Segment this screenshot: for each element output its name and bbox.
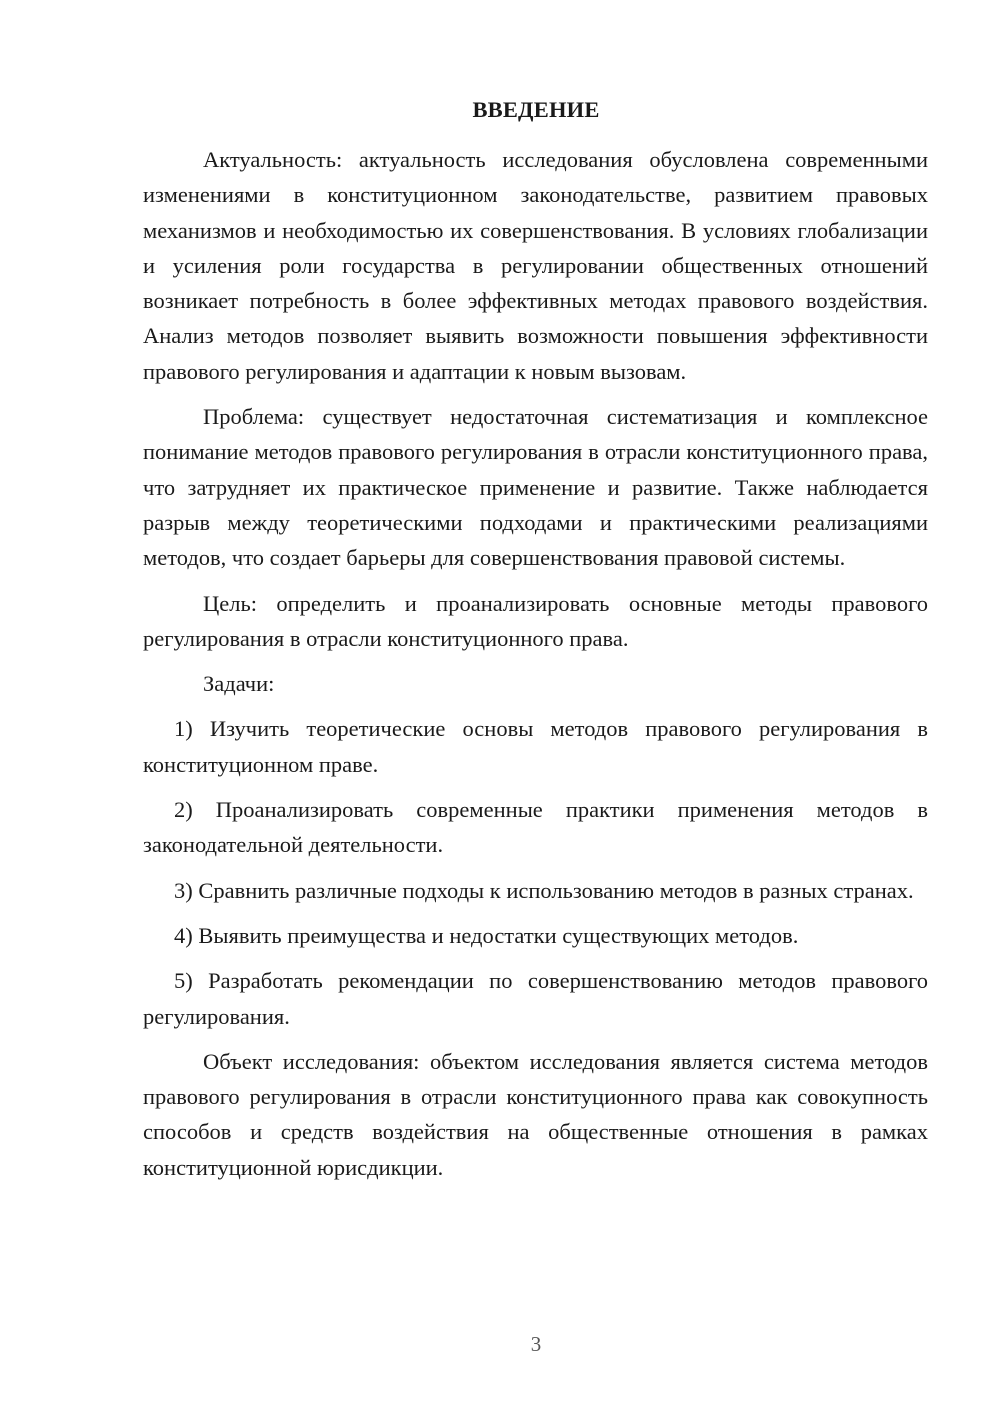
document-body xyxy=(143,142,928,1185)
paragraph-problem: Проблема: существует недостаточная систематизация и комплексное понимание методов правового регулирования в отрасли конституционного права, что затрудняет их практическое применение и развитие. Также наблюдается разрыв между теоретическими подходами и практическими реализациями методов, что создает барьеры для совершенствования правовой системы. xyxy=(143,404,928,571)
task-item: 1) Изучить теоретические основы методов правового регулирования в конституционном праве. xyxy=(143,716,928,777)
task-item: 2) Проанализировать современные практики применения методов в законодательной деятельности. xyxy=(143,797,928,858)
page-number: 3 xyxy=(530,1332,542,1356)
page-title: ВВЕДЕНИЕ xyxy=(472,97,600,122)
task-item: 5) Разработать рекомендации по совершенствованию методов правового регулирования. xyxy=(143,968,928,1029)
paragraph-object: Объект исследования: объектом исследования является система методов правового регулирования в отрасли конституционного права как совокупность способов и средств воздействия на общественные отношения в рамках конституционной юрисдикции. xyxy=(143,1048,928,1180)
paragraph-goal: Цель: определить и проанализировать основные методы правового регулирования в отрасли конституционного права. xyxy=(143,590,928,651)
paragraph-relevance: Актуальность: актуальность исследования обусловлена современными изменениями в конституционном законодательстве, развитием правовых механизмов и необходимостью их совершенствования. В условиях глобализации и усиления роли государства в регулировании общественных отношений возникает потребность в более эффективных методах правового воздействия. Анализ методов позволяет выявить возможности повышения эффективности правового регулирования и адаптации к новым вызовам. xyxy=(143,147,928,384)
task-item: 3) Сравнить различные подходы к использованию методов в разных странах. xyxy=(174,877,914,903)
paragraph-tasks-heading: Задачи: xyxy=(203,671,275,697)
task-item: 4) Выявить преимущества и недостатки существующих методов. xyxy=(174,922,799,948)
